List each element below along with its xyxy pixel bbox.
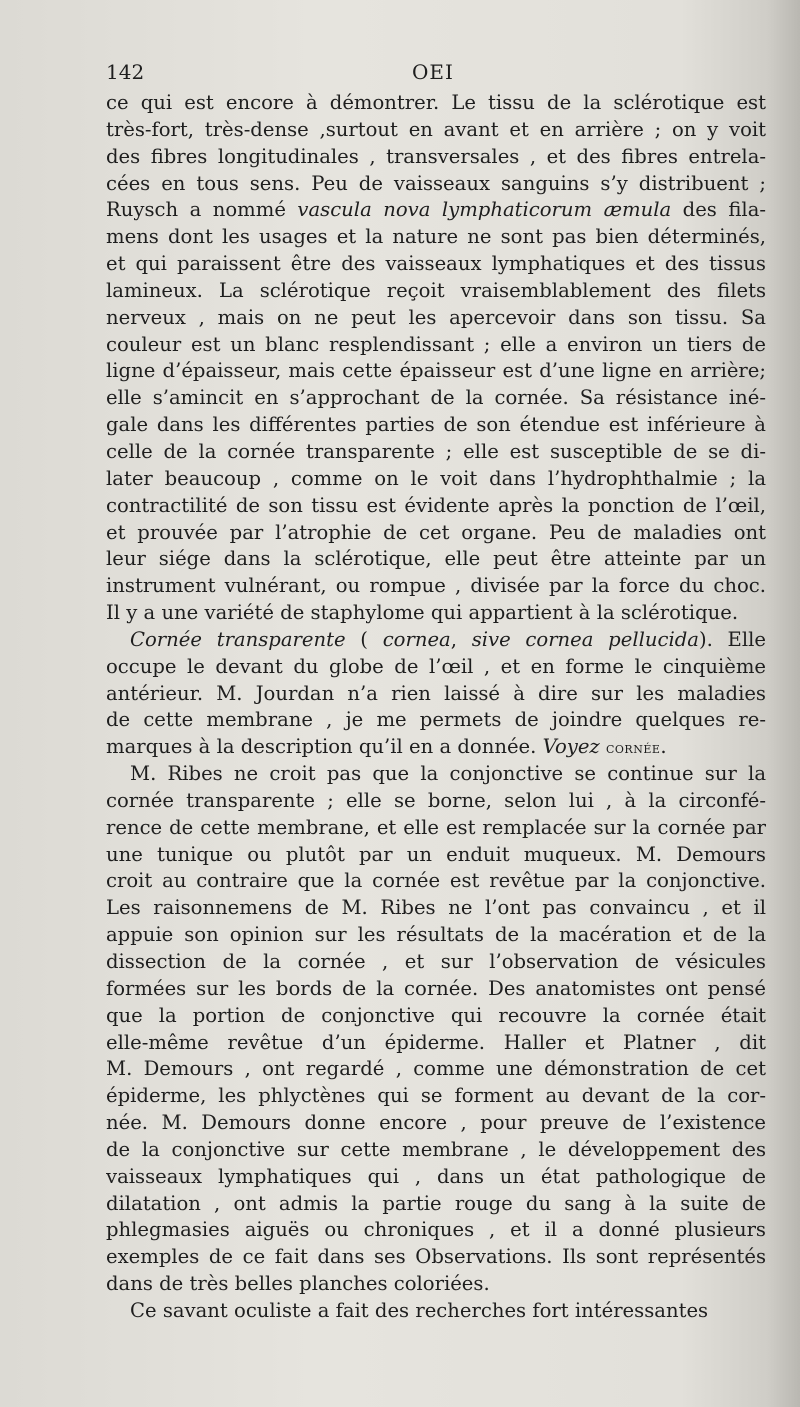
text-line: vaisseaux lymphatiques qui , dans un état pathologique de <box>106 1164 766 1188</box>
text-line: Il y a une variété de staphylome qui appartient à la sclérotique. <box>106 601 739 625</box>
text-line: que la portion de conjonctive qui recouvre la cornée était <box>106 1003 766 1027</box>
small-caps-text: cornée <box>606 739 661 758</box>
text-line: marques à la description qu’il en a donnée. Voyez cornée. <box>106 735 667 759</box>
italic-text: Voyez <box>542 735 600 759</box>
body-text <box>106 90 766 1325</box>
page-content <box>106 58 766 1325</box>
running-head: OEI <box>412 60 454 84</box>
text-line: très-fort, très-dense ,surtout en avant et en arrière ; on y voit <box>106 117 766 141</box>
text-line: Ruysch a nommé vascula nova lymphaticorum æmula des fila- <box>106 198 766 222</box>
text-line: de cette membrane , je me permets de joindre quelques re- <box>106 708 766 732</box>
text-line: lamineux. La sclérotique reçoit vraisemblablement des filets <box>106 278 766 302</box>
text-line: Ce savant oculiste a fait des recherches fort intéressantes <box>130 1298 709 1322</box>
text-line: et prouvée par l’atrophie de cet organe. Peu de maladies ont <box>106 520 766 544</box>
text-line: nerveux , mais on ne peut les apercevoir dans son tissu. Sa <box>106 305 766 329</box>
text-line: contractilité de son tissu est évidente après la ponction de l’œil, <box>106 493 766 517</box>
text-line: ce qui est encore à démontrer. Le tissu de la sclérotique est <box>106 91 766 114</box>
text-line: occupe le devant du globe de l’œil , et en forme le cinquième <box>106 654 766 678</box>
italic-text: Cornée transparente <box>130 627 346 651</box>
text-line: dans de très belles planches coloriées. <box>106 1272 490 1296</box>
italic-text: sive cornea pellucida <box>471 627 699 651</box>
text-line: Les raisonnemens de M. Ribes ne l’ont pas convaincu , et il <box>106 896 766 920</box>
text-line: cornée transparente ; elle se borne, selon lui , à la circonfé- <box>106 788 766 812</box>
text-line: épiderme, les phlyctènes qui se forment au devant de la cor- <box>106 1084 766 1108</box>
text-line: M. Ribes ne croit pas que la conjonctive se continue sur la <box>130 762 766 786</box>
text-line: elle s’amincit en s’approchant de la cornée. Sa résistance iné- <box>106 386 766 410</box>
text-line: une tunique ou plutôt par un enduit muqueux. M. Demours <box>106 842 766 866</box>
text-line: Cornée transparente ( cornea, sive cornea pellucida). Elle <box>130 627 766 651</box>
text-line: celle de la cornée transparente ; elle est susceptible de se di- <box>106 439 766 463</box>
text-line: couleur est un blanc resplendissant ; elle a environ un tiers de <box>106 332 766 356</box>
text-line: croit au contraire que la cornée est revêtue par la conjonctive. <box>106 869 766 893</box>
text-line: ligne d’épaisseur, mais cette épaisseur est d’une ligne en arrière; <box>106 359 766 383</box>
text-line: gale dans les différentes parties de son étendue est inférieure à <box>106 413 766 437</box>
text-line: later beaucoup , comme on le voit dans l’hydrophthalmie ; la <box>106 466 766 490</box>
text-line: elle-même revêtue d’un épiderme. Haller et Platner , dit <box>106 1030 766 1054</box>
text-line: M. Demours , ont regardé , comme une démonstration de cet <box>106 1057 766 1081</box>
text-line: dissection de la cornée , et sur l’observation de vésicules <box>106 950 766 973</box>
text-line: mens dont les usages et la nature ne sont pas bien déterminés, <box>106 225 766 249</box>
text-line: des fibres longitudinales , transversales , et des fibres entrela- <box>106 144 766 168</box>
text-line: phlegmasies aiguës ou chroniques , et il a donné plusieurs <box>106 1218 766 1242</box>
text-line: cées en tous sens. Peu de vaisseaux sanguins s’y distribuent ; <box>106 171 766 195</box>
text-line: exemples de ce fait dans ses Observations. Ils sont représentés <box>106 1245 766 1269</box>
text-line: appuie son opinion sur les résultats de la macération et de la <box>106 923 766 947</box>
text-line: dilatation , ont admis la partie rouge du sang à la suite de <box>106 1191 766 1215</box>
page-number: 142 <box>106 60 145 84</box>
text-line: née. M. Demours donne encore , pour preuve de l’existence <box>106 1111 766 1135</box>
text-line: leur siége dans la sclérotique, elle peut être atteinte par un <box>106 547 766 571</box>
text-line: formées sur les bords de la cornée. Des anatomistes ont pensé <box>106 976 766 1000</box>
text-line: de la conjonctive sur cette membrane , le développement des <box>106 1137 766 1161</box>
page-header <box>106 58 766 88</box>
text-line: antérieur. M. Jourdan n’a rien laissé à dire sur les maladies <box>106 681 766 705</box>
text-line: instrument vulnérant, ou rompue , divisée par la force du choc. <box>106 574 766 598</box>
italic-text: vascula nova lymphaticorum æmula <box>297 198 672 222</box>
text-line: et qui paraissent être des vaisseaux lymphatiques et des tissus <box>106 252 766 276</box>
text-line: rence de cette membrane, et elle est remplacée sur la cornée par <box>106 815 766 839</box>
italic-text: cornea <box>382 627 451 651</box>
